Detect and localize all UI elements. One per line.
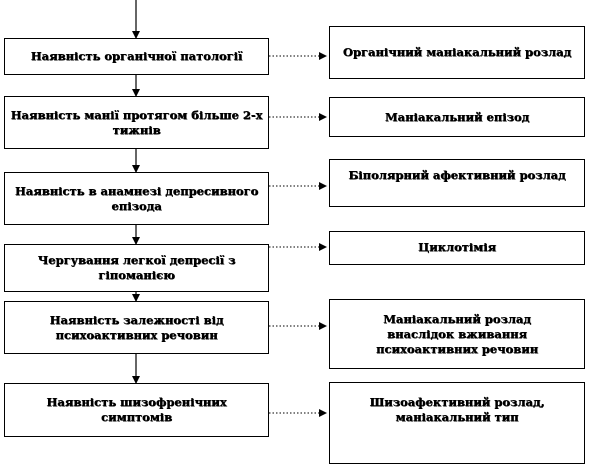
outcome-box-substance-manic-disorder: Маніакальний розлад внаслідок вживання психоактивних речовин: [329, 299, 585, 369]
condition-box-substance-dependence: Наявність залежності від психоактивних речовин: [4, 301, 269, 354]
outcome-box-bipolar-disorder: Біполярний афективний розлад: [329, 159, 585, 207]
condition-box-depressive-history: Наявність в анамнезі депресивного епізода: [4, 172, 269, 225]
condition-box-alternation: Чергування легкої депресії з гіпоманією: [4, 244, 269, 292]
condition-box-mania-duration: Наявність манії протягом більше 2-х тижнів: [4, 96, 269, 149]
outcome-box-cyclothymia: Циклотімія: [329, 231, 585, 265]
outcome-box-organic-manic-disorder: Органічний маніакальний розлад: [329, 26, 585, 79]
outcome-box-schizoaffective-disorder: Шизоафективний розлад, маніакальний тип: [329, 382, 585, 464]
outcome-box-manic-episode: Маніакальний епізод: [329, 97, 585, 137]
condition-box-organic-pathology: Наявність органічної патології: [4, 38, 269, 75]
condition-box-schizophrenic-symptoms: Наявність шизофренічних симптомів: [4, 383, 269, 437]
